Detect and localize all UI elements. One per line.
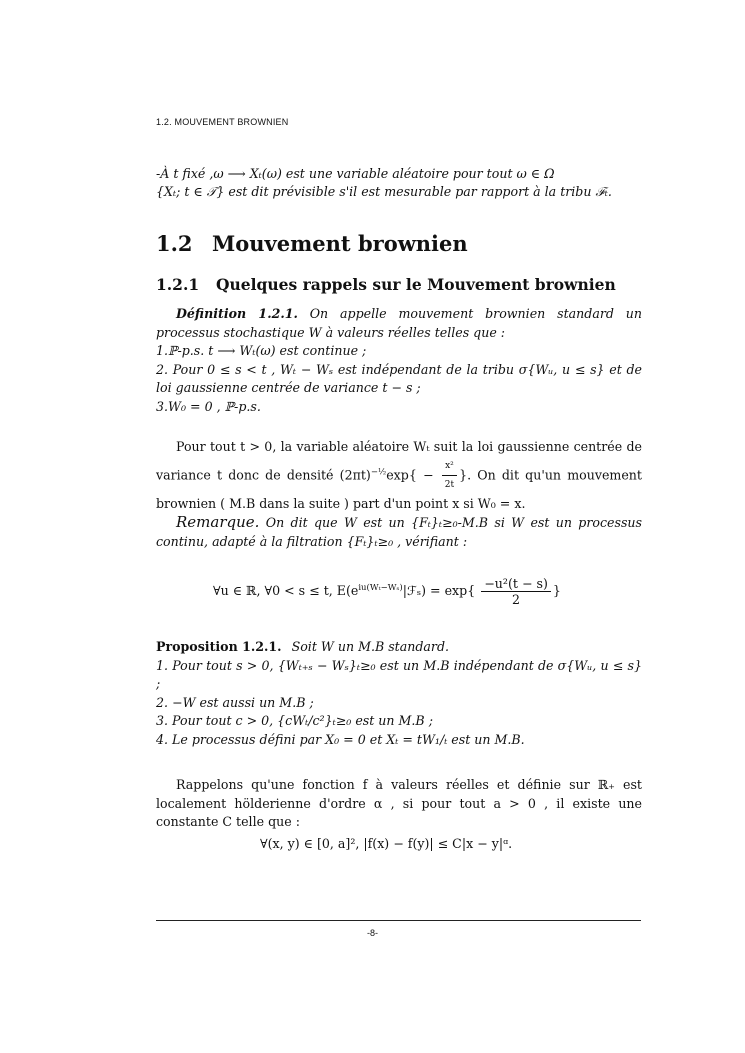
paragraph-density-part3: }. On dit qu'un mouvement brownien ( M.B dans la suite ) part d'un point x si W₀ = x. xyxy=(156,467,642,511)
running-head: 1.2. MOUVEMENT BROWNIEN xyxy=(156,117,289,127)
proposition-block xyxy=(156,638,642,750)
density-fraction-numerator: x² xyxy=(442,457,457,477)
subsection-heading xyxy=(156,275,616,294)
definition-item-3: 3.W₀ = 0 , ℙ-p.s. xyxy=(156,398,261,414)
proposition-item-2: 2. −W est aussi un M.B ; xyxy=(156,694,314,710)
remark-formula xyxy=(213,576,561,607)
definition-text: On appelle mouvement brownien standard un processus stochastique W à valeurs réelles telles que : xyxy=(156,306,642,340)
subsection-title: Quelques rappels sur le Mouvement brownien xyxy=(216,275,616,294)
definition-block xyxy=(156,305,642,417)
remark-formula-denominator: 2 xyxy=(512,592,521,607)
paragraph-holder: Rappelons qu'une fonction f à valeurs réelles et définie sur ℝ₊ est localement hölderienne d'ordre α , si pour tout a > 0 , il existe une constante C telle que : xyxy=(156,777,642,830)
remark-formula-fraction xyxy=(481,576,551,607)
definition-item-2: 2. Pour 0 ≤ s < t , Wₜ − Wₛ est indépendant de la tribu σ{Wᵤ, u ≤ s} et de loi gaussienne centrée de variance t − s ; xyxy=(156,361,642,396)
intro-line-2: {Xₜ; t ∈ 𝒯} est dit prévisible s'il est mesurable par rapport à la tribu ℱₜ. xyxy=(156,184,612,199)
holder-formula: ∀(x, y) ∈ [0, a]², |f(x) − f(y)| ≤ C|x − y|ᵅ. xyxy=(260,836,513,851)
remark-formula-left: ∀u ∈ ℝ, ∀0 < s ≤ t, E(e xyxy=(213,583,359,598)
proposition-item-3: 3. Pour tout c > 0, {cWₜ/c²}ₜ≥₀ est un M.B ; xyxy=(156,713,433,729)
remark-formula-mid: |ℱₛ) = exp{ xyxy=(402,583,476,598)
subsection-number: 1.2.1 xyxy=(156,275,200,294)
proposition-item-1: 1. Pour tout s > 0, {Wₜ₊ₛ − Wₛ}ₜ≥₀ est un M.B indépendant de σ{Wᵤ, u ≤ s} ; xyxy=(156,657,642,692)
paragraph-density-part1: Pour tout t > 0, la variable aléatoire Wₜ suit la loi gaussienne centrée de variance t donc de densité (2πt) xyxy=(156,439,642,483)
section-title: Mouvement brownien xyxy=(212,231,468,256)
proposition-intro: Soit W un M.B standard. xyxy=(291,639,450,654)
paragraph-density xyxy=(156,438,642,513)
remark-formula-numerator: −u²(t − s) xyxy=(481,576,551,592)
remark-label: Remarque. xyxy=(176,513,260,531)
page-number: -8- xyxy=(367,928,378,938)
paragraph-density-exponent: −½ xyxy=(370,467,387,477)
proposition-item-4: 4. Le processus défini par X₀ = 0 et Xₜ = tW₁/ₜ est un M.B. xyxy=(156,731,525,747)
section-number: 1.2 xyxy=(156,231,193,256)
definition-item-1: 1.ℙ-p.s. t ⟶ Wₜ(ω) est continue ; xyxy=(156,343,367,359)
remark-formula-exponent: iu(Wₜ−Wₛ) xyxy=(358,582,403,593)
density-fraction-denominator: 2t xyxy=(444,480,455,491)
density-fraction xyxy=(442,457,457,495)
paragraph-density-part2: exp{ − xyxy=(386,467,434,483)
footer-rule xyxy=(156,920,641,921)
proposition-label: Proposition 1.2.1. xyxy=(156,639,282,654)
remark-formula-right: } xyxy=(552,583,561,598)
remark-block xyxy=(156,513,642,551)
intro-line-1: -À t fixé ,ω ⟶ Xₜ(ω) est une variable aléatoire pour tout ω ∈ Ω xyxy=(156,166,555,181)
remark-text: On dit que W est un {Fₜ}ₜ≥₀-M.B si W est un processus continu, adapté à la filtration {Fₜ}ₜ≥₀ , vérifiant : xyxy=(156,515,642,549)
section-heading xyxy=(156,231,468,256)
definition-label: Définition 1.2.1. xyxy=(176,306,298,321)
